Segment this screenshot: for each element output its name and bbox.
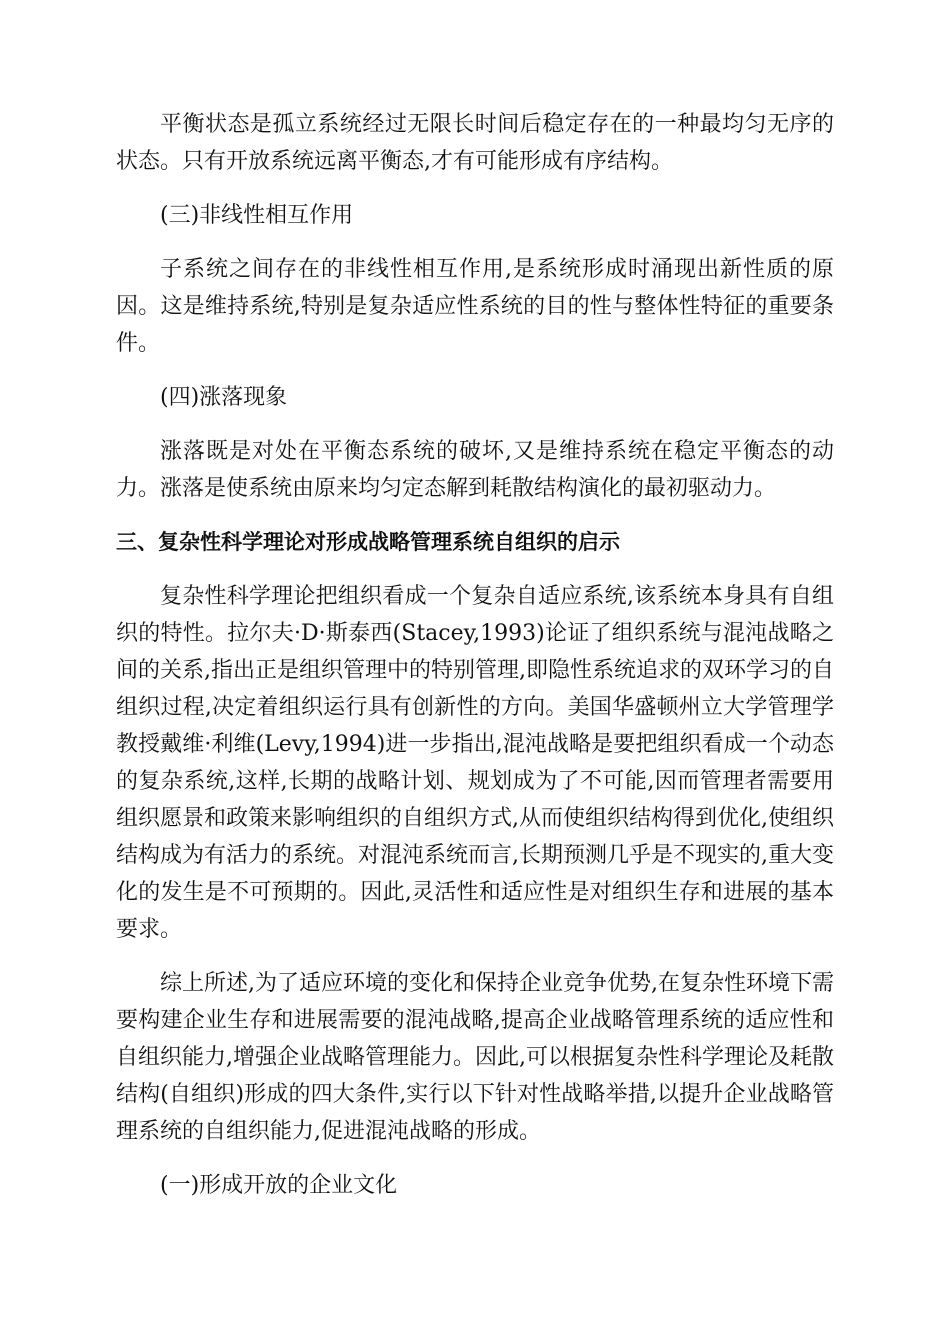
subheading-nonlinear: (三)非线性相互作用 [160, 203, 354, 228]
subheading-open-culture: (一)形成开放的企业文化 [160, 1173, 398, 1198]
paragraph-fluctuation: 涨落既是对处在平衡态系统的破坏,又是维持系统在稳定平衡态的动力。涨落是使系统由原来均匀定态解到耗散结构演化的最初驱动力。 [116, 439, 834, 501]
paragraph-complexity-theory: 复杂性科学理论把组织看成一个复杂自适应系统,该系统本身具有自组织的特性。拉尔夫·D·斯泰西(Stacey,1993)论证了组织系统与混沌战略之间的关系,指出正是组织管理中的特别管理,即隐性系统追求的双环学习的自组织过程,决定着组织运行具有创新性的方向。美国华盛顿州立大学管理学教授戴维·利维(Levy,1994)进一步指出,混沌战略是要把组织看成一个动态的复杂系统,这样,长期的战略计划、规划成为了不可能,因而管理者需要用组织愿景和政策来影响组织的自组织方式,从而使组织结构得到优化,使组织结构成为有活力的系统。对混沌系统而言,长期预测几乎是不现实的,重大变化的发生是不可预期的。因此,灵活性和适应性是对组织生存和进展的基本要求。 [116, 584, 834, 942]
subheading-fluctuation: (四)涨落现象 [160, 385, 288, 410]
paragraph-summary: 综上所述,为了适应环境的变化和保持企业竞争优势,在复杂性环境下需要构建企业生存和进展需要的混沌战略,提高企业战略管理系统的适应性和自组织能力,增强企业战略管理能力。因此,可以根据复杂性科学理论及耗散结构(自组织)形成的四大条件,实行以下针对性战略举措,以提升企业战略管理系统的自组织能力,促进混沌战略的形成。 [116, 971, 834, 1144]
paragraph-nonlinear: 子系统之间存在的非线性相互作用,是系统形成时涌现出新性质的原因。这是维持系统,特别是复杂适应性系统的目的性与整体性特征的重要条件。 [116, 257, 834, 356]
paragraph-equilibrium: 平衡状态是孤立系统经过无限长时间后稳定存在的一种最均匀无序的状态。只有开放系统远离平衡态,才有可能形成有序结构。 [116, 112, 834, 174]
section-heading: 三、复杂性科学理论对形成战略管理系统自组织的启示 [116, 530, 620, 554]
document-page [116, 106, 834, 1204]
